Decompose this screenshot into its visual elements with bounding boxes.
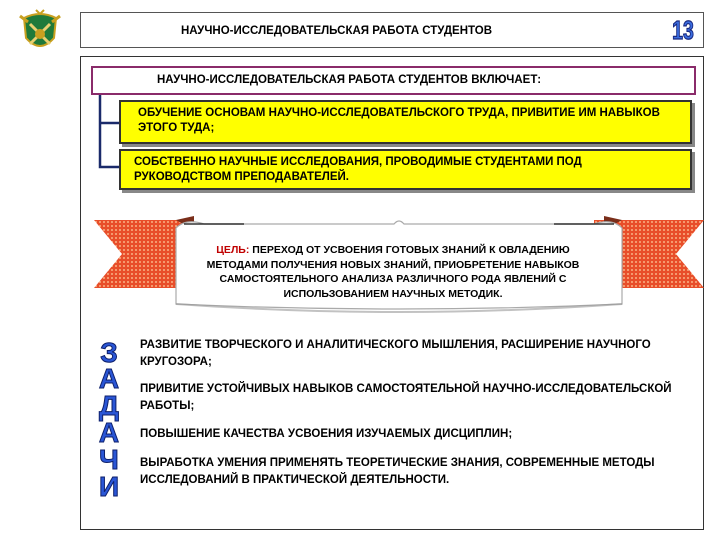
includes-item-training: ОБУЧЕНИЕ ОСНОВАМ НАУЧНО-ИССЛЕДОВАТЕЛЬСКОГО ТРУДА, ПРИВИТИЕ ИМ НАВЫКОВ ЭТОГО ТУДА; (119, 100, 692, 144)
task-letter-5: Ч (99, 444, 119, 475)
task-letter-4: А (98, 417, 120, 448)
goal-statement (186, 243, 600, 301)
tasks-heading-letters (92, 338, 126, 498)
slide-number-badge (665, 14, 701, 44)
task-letter-1: З (100, 338, 118, 368)
includes-item-research: СОБСТВЕННО НАУЧНЫЕ ИССЛЕДОВАНИЯ, ПРОВОДИМЫЕ СТУДЕНТАМИ ПОД РУКОВОДСТВОМ ПРЕПОДАВАТЕЛЕЙ. (119, 149, 692, 190)
slide-number: 13 (672, 15, 694, 44)
includes-heading: НАУЧНО-ИССЛЕДОВАТЕЛЬСКАЯ РАБОТА СТУДЕНТОВ ВКЛЮЧАЕТ: (91, 66, 696, 95)
task-item: РАЗВИТИЕ ТВОРЧЕСКОГО И АНАЛИТИЧЕСКОГО МЫШЛЕНИЯ, РАСШИРЕНИЕ НАУЧНОГО КРУГОЗОРА; (140, 339, 651, 368)
task-item: ПРИВИТИЕ УСТОЙЧИВЫХ НАВЫКОВ САМОСТОЯТЕЛЬНОЙ НАУЧНО-ИССЛЕДОВАТЕЛЬСКОЙ РАБОТЫ; (140, 383, 672, 412)
goal-text: ПЕРЕХОД ОТ УСВОЕНИЯ ГОТОВЫХ ЗНАНИЙ К ОВЛАДЕНИЮ МЕТОДАМИ ПОЛУЧЕНИЯ НОВЫХ ЗНАНИЙ, ПРИОБРЕТЕНИЕ НАВЫКОВ САМОСТОЯТЕЛЬНОГО АНАЛИЗА РАЗЛИЧНОГО РОДА ЯВЛЕНИЙ С ИСПОЛЬЗОВАНИЕМ НАУЧНЫХ МЕТОДИК. (206, 244, 580, 300)
task-item: ПОВЫШЕНИЕ КАЧЕСТВА УСВОЕНИЯ ИЗУЧАЕМЫХ ДИСЦИПЛИН; (140, 428, 513, 440)
task-item: ВЫРАБОТКА УМЕНИЯ ПРИМЕНЯТЬ ТЕОРЕТИЧЕСКИЕ ЗНАНИЯ, СОВРЕМЕННЫЕ МЕТОДЫ ИССЛЕДОВАНИЙ В ПРАКТИЧЕСКОЙ ДЕЯТЕЛЬНОСТИ. (140, 457, 655, 486)
emblem-logo (14, 8, 66, 60)
page-title: НАУЧНО-ИССЛЕДОВАТЕЛЬСКАЯ РАБОТА СТУДЕНТОВ (80, 12, 704, 48)
goal-label: ЦЕЛЬ: (216, 244, 250, 256)
task-letter-3: Д (99, 390, 119, 421)
task-letter-2: А (98, 363, 120, 394)
task-letter-6: И (98, 471, 120, 498)
